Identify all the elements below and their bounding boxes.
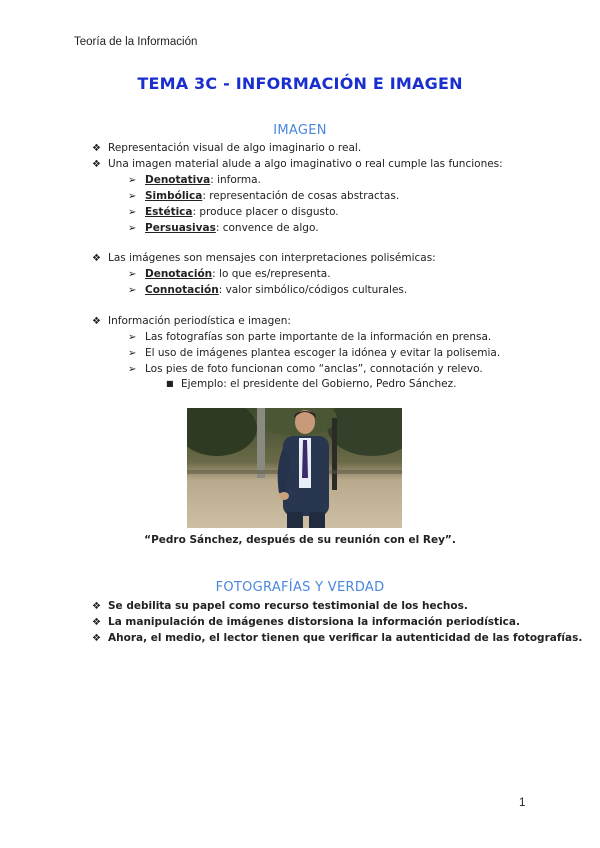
list-item: ➢ Persuasivas: convence de algo. <box>128 222 319 234</box>
news-photo <box>187 408 402 528</box>
list-item: ➢ Denotativa: informa. <box>128 174 261 186</box>
list-item: ➢ Denotación: lo que es/representa. <box>128 268 331 280</box>
page-number: 1 <box>519 797 526 809</box>
list-item: ❖ La manipulación de imágenes distorsiona la información periodística. <box>92 616 520 628</box>
list-item: ➢ Las fotografías son parte importante de la información en prensa. <box>128 331 492 343</box>
list-item: ➢ Simbólica: representación de cosas abstractas. <box>128 190 400 202</box>
list-item: ❖ Una imagen material alude a algo imaginativo o real cumple las funciones: <box>92 158 503 170</box>
diamond-bullet-icon: ❖ <box>92 316 101 327</box>
arrow-bullet-icon: ➢ <box>128 348 137 359</box>
list-item: ❖ Información periodística e imagen: <box>92 315 291 327</box>
arrow-bullet-icon: ➢ <box>128 269 137 280</box>
diamond-bullet-icon: ❖ <box>92 617 101 628</box>
photo-illustration <box>187 408 402 528</box>
arrow-bullet-icon: ➢ <box>128 223 137 234</box>
section-title-imagen: IMAGEN <box>273 123 327 138</box>
list-item: ■ Ejemplo: el presidente del Gobierno, Pedro Sánchez. <box>166 378 457 390</box>
arrow-bullet-icon: ➢ <box>128 364 137 375</box>
list-item: ❖ Ahora, el medio, el lector tienen que verificar la autenticidad de las fotografías. <box>92 632 583 644</box>
list-item: ❖ Se debilita su papel como recurso testimonial de los hechos. <box>92 600 468 612</box>
arrow-bullet-icon: ➢ <box>128 191 137 202</box>
list-item: ➢ El uso de imágenes plantea escoger la idónea y evitar la polisemia. <box>128 347 501 359</box>
list-item: ❖ Representación visual de algo imaginario o real. <box>92 142 362 154</box>
page-header: Teoría de la Información <box>74 36 198 48</box>
list-item: ➢ Los pies de foto funcionan como “anclas”, connotación y relevo. <box>128 363 483 375</box>
diamond-bullet-icon: ❖ <box>92 253 101 264</box>
arrow-bullet-icon: ➢ <box>128 207 137 218</box>
arrow-bullet-icon: ➢ <box>128 175 137 186</box>
diamond-bullet-icon: ❖ <box>92 633 101 644</box>
photo-caption: “Pedro Sánchez, después de su reunión con el Rey”. <box>144 534 456 546</box>
section-title-fotografias: FOTOGRAFÍAS Y VERDAD <box>215 580 385 595</box>
diamond-bullet-icon: ❖ <box>92 601 101 612</box>
arrow-bullet-icon: ➢ <box>128 285 137 296</box>
page-title: TEMA 3C - INFORMACIÓN E IMAGEN <box>137 74 463 93</box>
square-bullet-icon: ■ <box>166 379 174 388</box>
diamond-bullet-icon: ❖ <box>92 143 101 154</box>
list-item: ➢ Estética: produce placer o disgusto. <box>128 206 339 218</box>
arrow-bullet-icon: ➢ <box>128 332 137 343</box>
list-item: ❖ Las imágenes son mensajes con interpretaciones polisémicas: <box>92 252 436 264</box>
diamond-bullet-icon: ❖ <box>92 159 101 170</box>
list-item: ➢ Connotación: valor simbólico/códigos culturales. <box>128 284 408 296</box>
